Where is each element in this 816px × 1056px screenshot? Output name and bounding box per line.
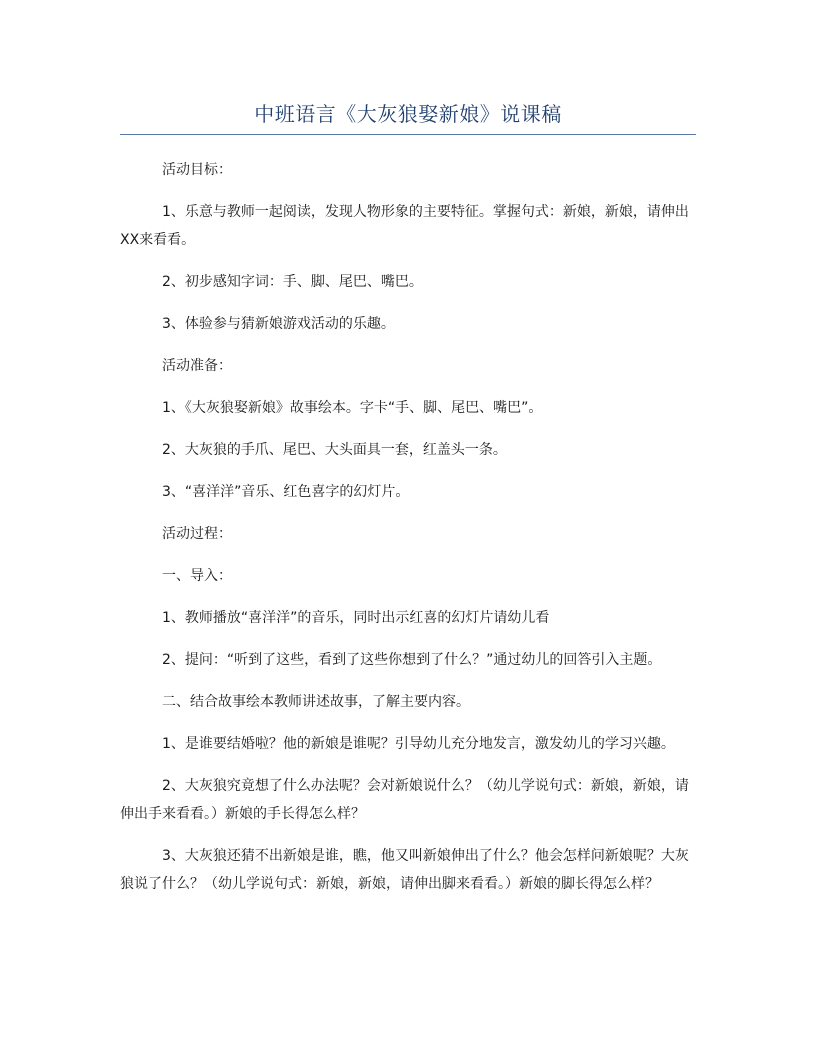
section-heading-process: 活动过程： <box>162 526 232 542</box>
paragraph: 2、初步感知字词：手、脚、尾巴、嘴巴。 <box>162 274 423 290</box>
paragraph: 2、提问：“听到了这些，看到了这些你想到了什么？”通过幼儿的回答引入主题。 <box>162 652 662 668</box>
subsection-heading-intro: 一、导入： <box>162 568 232 584</box>
title-divider <box>120 134 696 135</box>
paragraph: 3、“喜洋洋”音乐、红色喜字的幻灯片。 <box>162 484 410 500</box>
section-heading-goals: 活动目标： <box>162 162 232 178</box>
paragraph: 3、大灰狼还猜不出新娘是谁，瞧，他又叫新娘伸出了什么？他会怎样问新娘呢？大灰狼说了什么？（幼儿学说句式：新娘，新娘，请伸出脚来看看。）新娘的脚长得怎么样？ <box>120 848 689 892</box>
document-title: 中班语言《大灰狼娶新娘》说课稿 <box>254 102 562 126</box>
paragraph: 1、教师播放“喜洋洋”的音乐，同时出示红喜的幻灯片请幼儿看 <box>162 610 550 626</box>
paragraph: 1、是谁要结婚啦？他的新娘是谁呢？引导幼儿充分地发言，激发幼儿的学习兴趣。 <box>162 736 675 752</box>
paragraph: 1、《大灰狼娶新娘》故事绘本。字卡“手、脚、尾巴、嘴巴”。 <box>162 400 543 416</box>
document-body <box>120 156 696 898</box>
subsection-heading-story: 二、结合故事绘本教师讲述故事，了解主要内容。 <box>162 694 470 710</box>
paragraph: 2、大灰狼究竟想了什么办法呢？会对新娘说什么？（幼儿学说句式：新娘，新娘，请伸出手来看看。）新娘的手长得怎么样？ <box>120 778 689 822</box>
paragraph: 1、乐意与教师一起阅读，发现人物形象的主要特征。掌握句式：新娘，新娘，请伸出XX来看看。 <box>120 204 689 248</box>
paragraph: 2、大灰狼的手爪、尾巴、大头面具一套，红盖头一条。 <box>162 442 507 458</box>
section-heading-preparation: 活动准备： <box>162 358 232 374</box>
paragraph: 3、体验参与猜新娘游戏活动的乐趣。 <box>162 316 395 332</box>
